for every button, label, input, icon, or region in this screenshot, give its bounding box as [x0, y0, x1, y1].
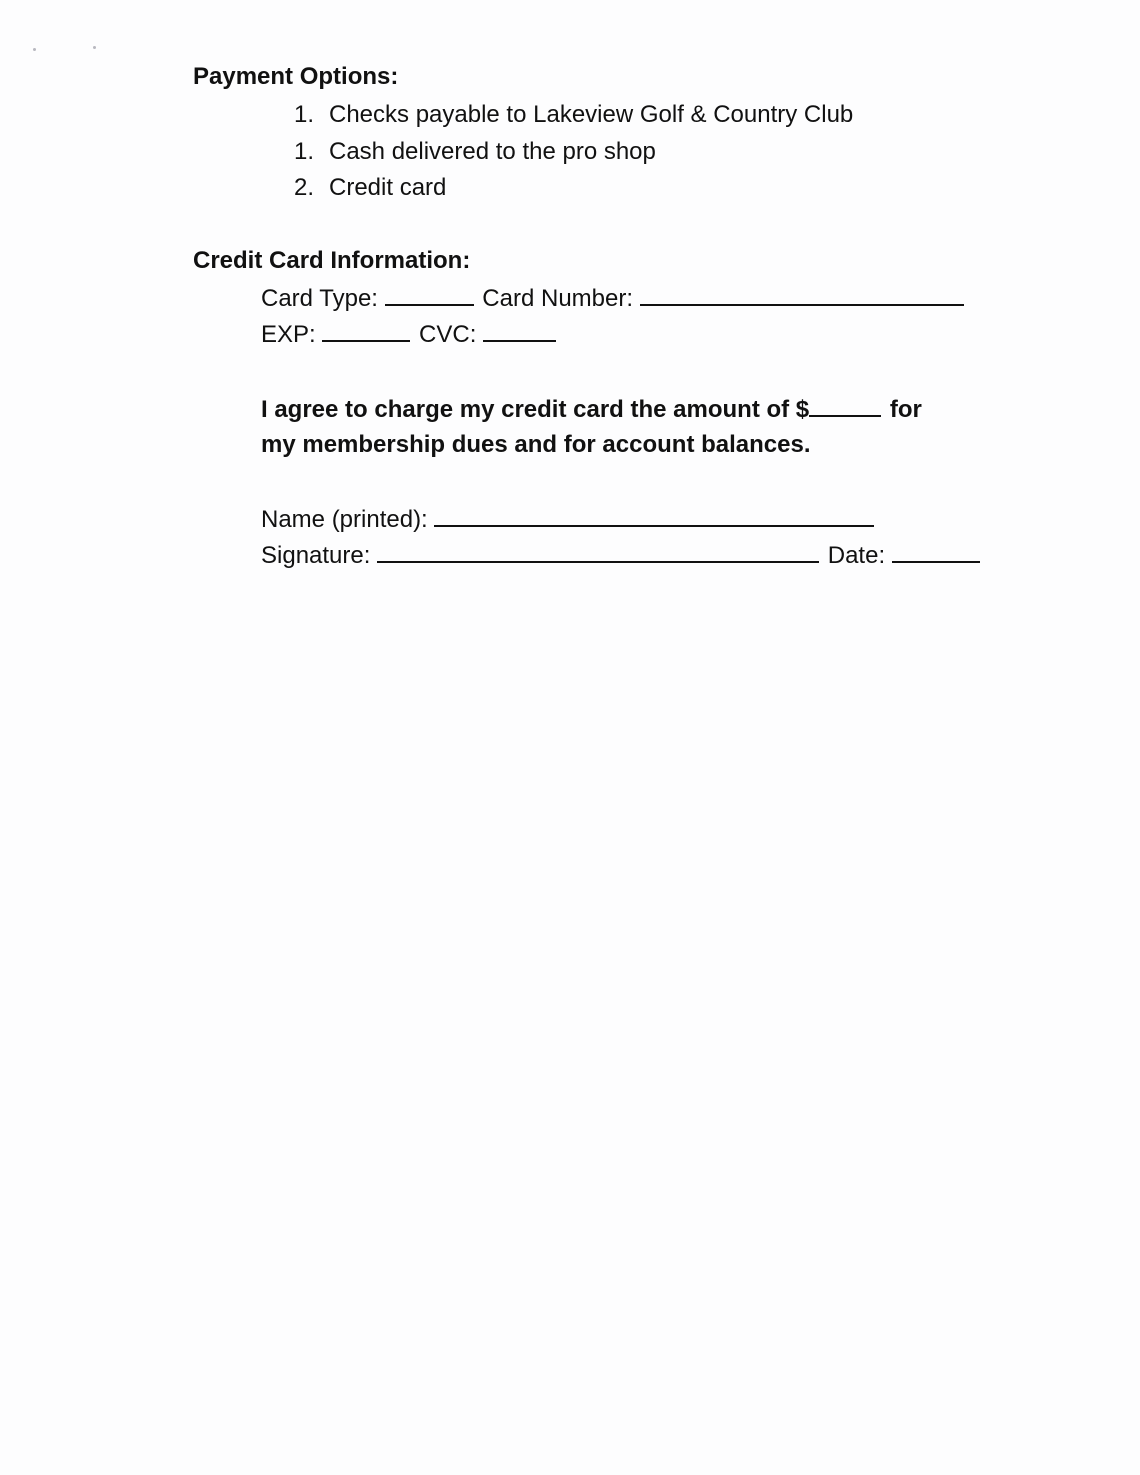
list-item-text: Checks payable to Lakeview Golf & Country Club	[329, 101, 854, 128]
card-type-field[interactable]	[385, 284, 474, 306]
cvc-field[interactable]	[483, 320, 556, 342]
list-item-text: Credit card	[329, 174, 447, 201]
signature-field[interactable]	[377, 541, 819, 563]
list-item-number: 2.	[294, 174, 315, 201]
payment-options-heading: Payment Options:	[193, 63, 399, 90]
card-number-label: Card Number:	[482, 285, 634, 312]
card-type-label: Card Type:	[261, 285, 378, 312]
list-item-number: 1.	[294, 138, 315, 165]
date-label: Date:	[827, 542, 886, 569]
agreement-text: I agree to charge my credit card the amount of $	[261, 396, 810, 423]
exp-field[interactable]	[322, 320, 410, 342]
signature-row	[261, 541, 980, 570]
scan-speck	[33, 48, 36, 51]
card-number-field[interactable]	[640, 284, 964, 306]
name-label: Name (printed):	[261, 506, 428, 533]
exp-label: EXP:	[261, 321, 316, 348]
list-item	[294, 174, 446, 202]
cvc-label: CVC:	[419, 321, 477, 348]
name-field[interactable]	[434, 505, 874, 527]
signature-label: Signature:	[261, 542, 371, 569]
scan-speck	[93, 46, 96, 49]
agreement-line-2: my membership dues and for account balances.	[261, 431, 811, 458]
amount-field[interactable]	[809, 395, 881, 417]
credit-card-heading: Credit Card Information:	[193, 247, 471, 274]
exp-cvc-row	[261, 320, 556, 349]
list-item	[294, 138, 656, 166]
list-item-text: Cash delivered to the pro shop	[329, 138, 656, 165]
card-type-row	[261, 284, 964, 313]
list-item	[294, 101, 853, 129]
list-item-number: 1.	[294, 101, 315, 128]
agreement-line-1	[261, 395, 922, 424]
date-field[interactable]	[892, 541, 980, 563]
name-row	[261, 505, 874, 534]
agreement-suffix: for	[889, 396, 922, 423]
